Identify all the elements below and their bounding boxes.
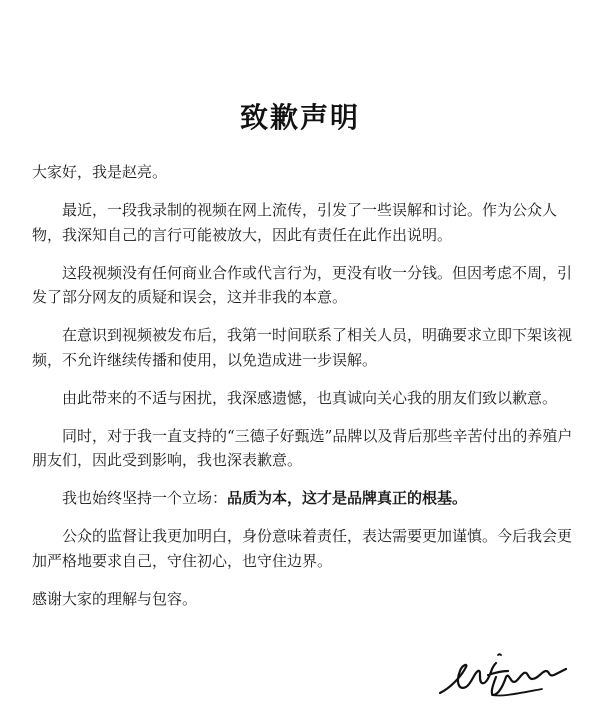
handwritten-signature-icon	[432, 645, 572, 705]
paragraph-3: 在意识到视频被发布后，我第一时间联系了相关人员，明确要求立即下架该视频，不允许继续传播和使用，以免造成进一步误解。	[32, 326, 573, 369]
paragraph-1: 最近，一段我录制的视频在网上流传，引发了一些误解和讨论。作为公众人物，我深知自己的言行可能被放大，因此有责任在此作出说明。	[32, 201, 558, 244]
stance-prefix: 我也始终坚持一个立场：	[62, 489, 228, 507]
stance-bold: 品质为本，这才是品牌真正的根基。	[227, 489, 468, 507]
statement-title: 致歉声明	[239, 101, 360, 134]
paragraph-4: 由此带来的不适与困扰，我深感遗憾，也真诚向关心我的朋友们致以歉意。	[62, 388, 558, 407]
statement-body	[32, 160, 577, 625]
closing: 感谢大家的理解与包容。	[32, 589, 198, 608]
greeting: 大家好，我是赵亮。	[32, 163, 168, 181]
paragraph-6: 公众的监督让我更加明白，身份意味着责任，表达需要更加谨慎。今后我会更加严格地要求自己，守住初心，也守住边界。	[32, 527, 573, 570]
stance-paragraph	[32, 486, 577, 511]
paragraph-5: 同时，对于我一直支持的“三德子好甄选”品牌以及背后那些辛苦付出的养殖户朋友们，因此受到影响，我也深表歉意。	[32, 426, 573, 469]
paragraph-2: 这段视频没有任何商业合作或代言行为，更没有收一分钱。但因考虑不周，引发了部分网友的质疑和误会，这并非我的本意。	[32, 263, 573, 306]
